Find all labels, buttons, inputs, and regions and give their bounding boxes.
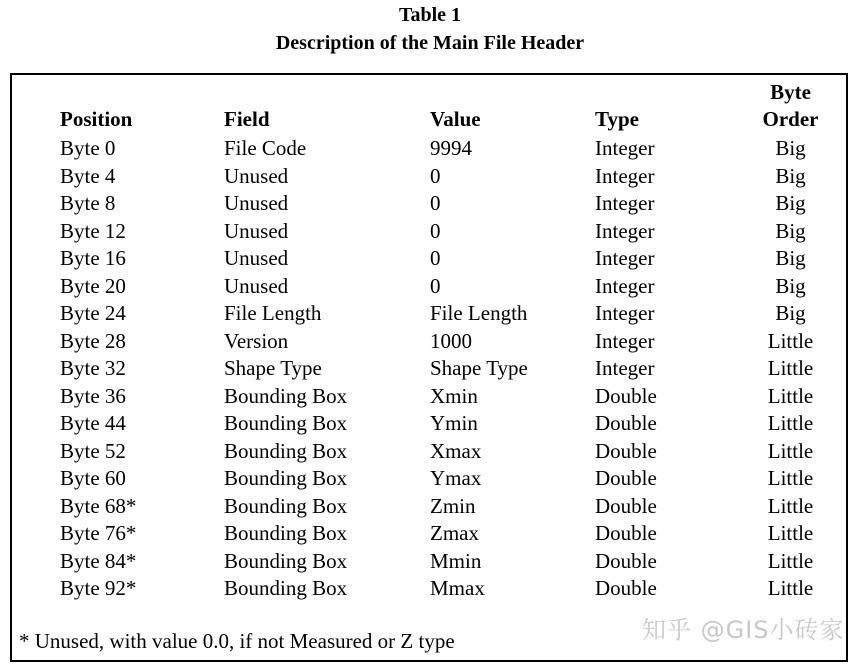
cell-type: Integer <box>595 301 655 325</box>
cell-byte-order: Big <box>775 136 806 160</box>
cell-value: Xmin <box>430 383 478 408</box>
cell-value: 0 <box>430 273 441 298</box>
cell-position: Byte 28 <box>60 328 126 353</box>
cell-type: Integer <box>595 246 655 270</box>
cell-byte-order: Little <box>767 548 814 573</box>
cell-position: Byte 8 <box>60 191 116 215</box>
cell-byte-order: Little <box>767 438 814 463</box>
cell-field: Bounding Box <box>224 383 348 408</box>
header-type: Type <box>595 107 639 131</box>
cell-value: 0 <box>430 163 441 188</box>
cell-type: Double <box>595 411 657 435</box>
cell-position: Byte 24 <box>60 301 126 325</box>
cell-value: Ymax <box>430 466 482 490</box>
cell-field: Shape Type <box>224 356 322 380</box>
cell-type: Double <box>595 493 657 518</box>
cell-position: Byte 32 <box>60 356 126 380</box>
cell-byte-order: Little <box>767 356 814 380</box>
cell-value: Xmax <box>430 438 482 463</box>
cell-byte-order: Little <box>767 411 814 435</box>
cell-byte-order: Big <box>775 246 806 270</box>
cell-value: 9994 <box>430 136 472 160</box>
cell-field: Version <box>224 328 289 353</box>
cell-byte-order: Big <box>775 191 806 215</box>
cell-position: Byte 20 <box>60 273 126 298</box>
table-frame <box>10 73 848 662</box>
cell-value: Mmin <box>430 548 482 573</box>
cell-value: 0 <box>430 246 441 270</box>
cell-value: Shape Type <box>430 356 528 380</box>
cell-byte-order: Big <box>775 301 806 325</box>
cell-type: Double <box>595 466 657 490</box>
watermark: 知乎 @GIS小砖家 <box>642 616 845 644</box>
cell-value: 0 <box>430 191 441 215</box>
cell-position: Byte 68* <box>60 493 137 518</box>
cell-value: Mmax <box>430 576 485 600</box>
cell-position: Byte 52 <box>60 438 126 463</box>
header-value: Value <box>430 107 481 131</box>
table-label: Table 1 <box>398 4 462 26</box>
cell-position: Byte 12 <box>60 218 126 243</box>
cell-value: File Length <box>430 301 528 325</box>
cell-value: 0 <box>430 218 441 243</box>
cell-byte-order: Big <box>775 163 806 188</box>
cell-type: Integer <box>595 328 655 353</box>
cell-position: Byte 16 <box>60 246 126 270</box>
cell-value: 1000 <box>430 328 472 353</box>
cell-type: Double <box>595 438 657 463</box>
cell-field: Bounding Box <box>224 576 348 600</box>
cell-type: Integer <box>595 163 655 188</box>
cell-type: Double <box>595 576 657 600</box>
cell-value: Zmax <box>430 521 479 545</box>
cell-position: Byte 0 <box>60 136 116 160</box>
cell-byte-order: Little <box>767 576 814 600</box>
cell-position: Byte 36 <box>60 383 126 408</box>
cell-position: Byte 44 <box>60 411 126 435</box>
cell-field: Unused <box>224 246 289 270</box>
table-title: Description of the Main File Header <box>275 32 585 54</box>
cell-field: Bounding Box <box>224 438 348 463</box>
cell-byte-order: Big <box>775 273 806 298</box>
header-byte-order-line1: Byte <box>770 80 811 104</box>
cell-field: File Length <box>224 301 322 325</box>
cell-type: Double <box>595 548 657 573</box>
cell-field: Bounding Box <box>224 411 348 435</box>
cell-type: Integer <box>595 356 655 380</box>
cell-type: Double <box>595 521 657 545</box>
cell-byte-order: Little <box>767 493 814 518</box>
cell-field: Bounding Box <box>224 493 348 518</box>
cell-field: Bounding Box <box>224 466 348 490</box>
cell-byte-order: Little <box>767 328 814 353</box>
cell-type: Integer <box>595 136 655 160</box>
cell-byte-order: Little <box>767 383 814 408</box>
header-byte-order-line2: Order <box>762 107 819 131</box>
cell-position: Byte 4 <box>60 163 116 188</box>
cell-field: Unused <box>224 191 289 215</box>
footnote: * Unused, with value 0.0, if not Measured or Z type <box>19 629 455 653</box>
cell-position: Byte 92* <box>60 576 137 600</box>
header-position: Position <box>60 107 133 131</box>
cell-value: Zmin <box>430 493 476 518</box>
cell-field: File Code <box>224 136 307 160</box>
cell-type: Integer <box>595 218 655 243</box>
cell-byte-order: Little <box>767 466 814 490</box>
cell-byte-order: Big <box>775 218 806 243</box>
cell-field: Bounding Box <box>224 548 348 573</box>
cell-type: Double <box>595 383 657 408</box>
cell-field: Unused <box>224 163 289 188</box>
cell-field: Bounding Box <box>224 521 348 545</box>
cell-type: Integer <box>595 273 655 298</box>
cell-byte-order: Little <box>767 521 814 545</box>
cell-field: Unused <box>224 218 289 243</box>
cell-type: Integer <box>595 191 655 215</box>
cell-position: Byte 76* <box>60 521 137 545</box>
cell-field: Unused <box>224 273 289 298</box>
cell-position: Byte 84* <box>60 548 137 573</box>
cell-value: Ymin <box>430 411 478 435</box>
header-field: Field <box>224 107 270 131</box>
cell-position: Byte 60 <box>60 466 126 490</box>
